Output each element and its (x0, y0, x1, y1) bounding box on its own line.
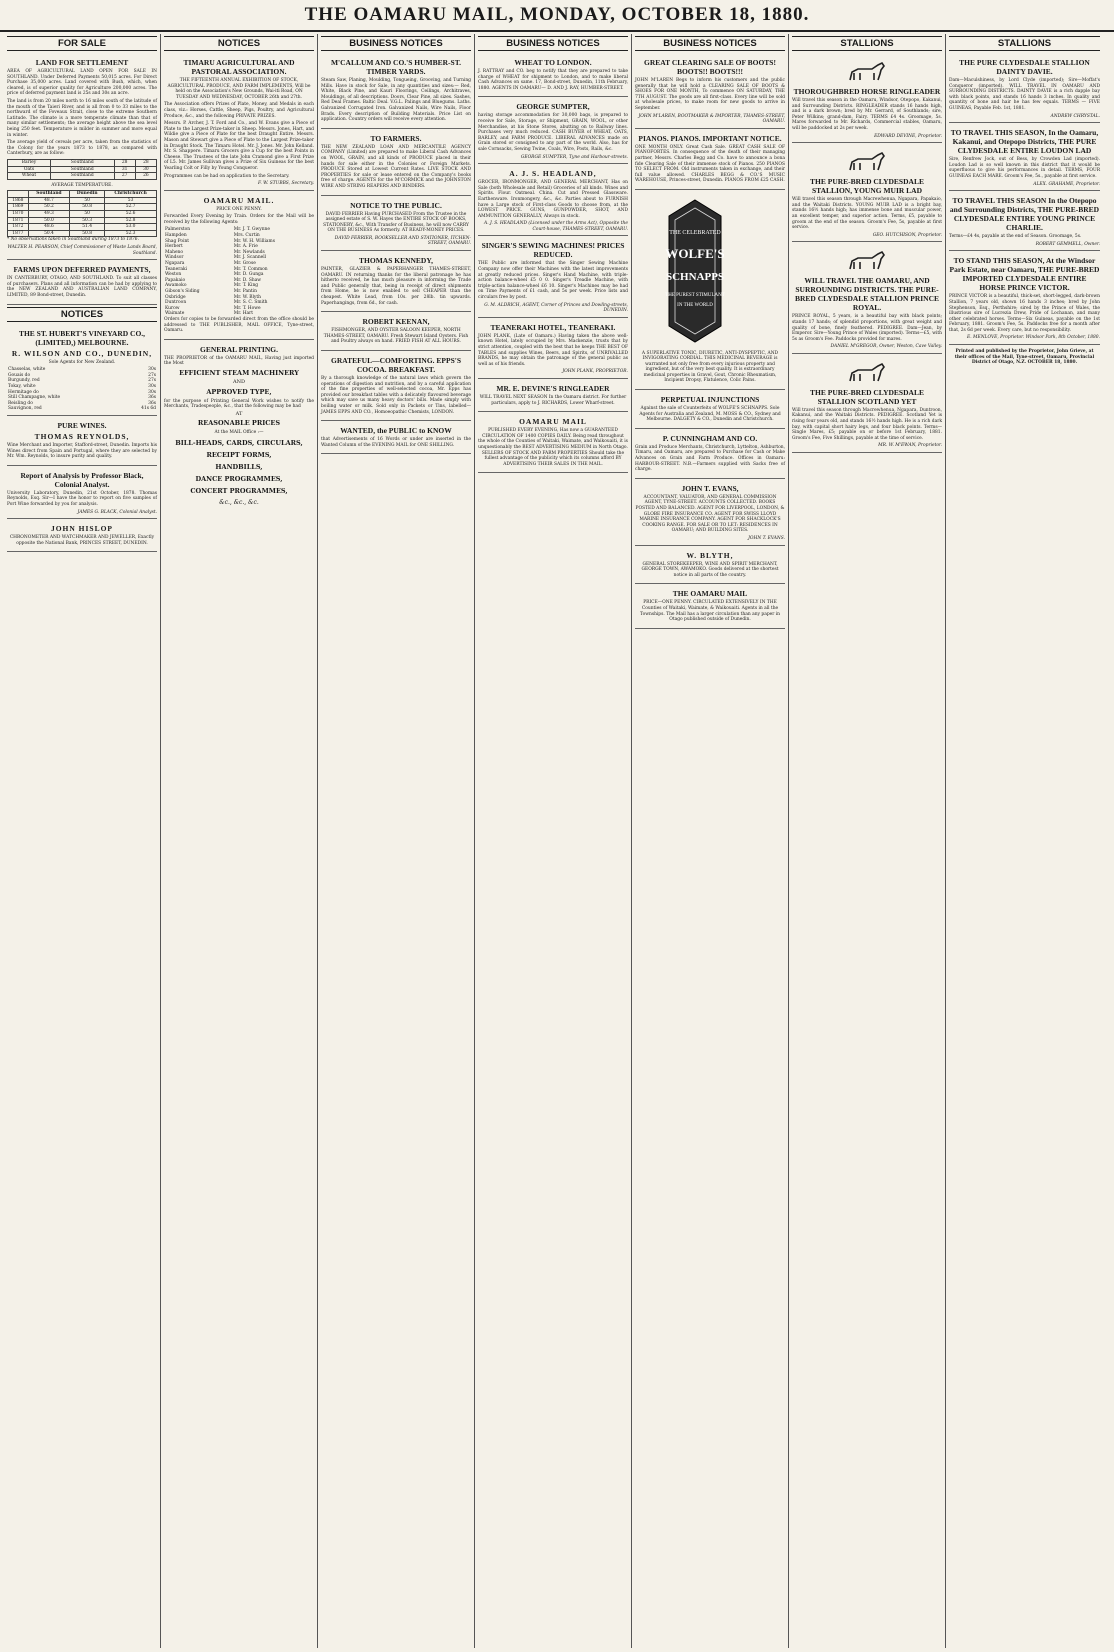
columns (4, 34, 1110, 1648)
ad-body: GENERAL STOREKEEPER, WINE AND SPIRIT MERCHANT, GEORGE TOWN, AWAMOKO. Goods delivered at the shortest notice in all parts of the country. (641, 561, 779, 578)
list-item: Reisling do 36s (8, 400, 156, 406)
ad-body: IN CANTERBURY, OTAGO, AND SOUTHLAND. To suit all classes of purchasers. Plans and all information can be had by applying to the NEW ZEALAND AND AUSTRALIAN LAND COMPANY, LIMITED, 89 Bond-street, Dunedin. (7, 276, 157, 298)
schnapps-line-2: WOLFE'S (665, 245, 725, 261)
ad-signature: A. J. S. HEADLAND (Licensed under the Arms Act), Opposite the Court-house, THAMES-STREET, OAMARU. (484, 221, 628, 232)
ad-title: TEANERAKI HOTEL, TEANERAKI. (490, 322, 616, 332)
ad-body: Grain and Produce Merchants, Christchurch, Lyttelton, Ashburton, Timaru, and Oamaru, are prepared to Purchase for Cash or Make Advances on Grain and Farm Produce. Offices in Oamaru: HARBOUR-STREET. N.B.—Farmers supplied with Sacks free of charge. (635, 444, 785, 473)
ad-signature: GEO. HUTCHISON, Proprietor. (872, 232, 942, 238)
ad-title: GREAT CLEARING SALE OF BOOTS! BOOTS!! BOOTS!!! (644, 58, 776, 76)
ad-title: JOHN HISLOP (50, 524, 114, 534)
ad-body: ONE MONTH ONLY. Great Cash Sale. GREAT CASH SALE OF PIANOFORTES. In consequence of the death of their managing partner, Messrs. Charles Begg and Co. have to announce a bona fide Clearing Sale of their immense stock of Pianos. 250 PIANOS TO SELECT FROM. Old instruments taken in exchange, and their full value allowed. CHARLES BEGG & CO.'S MUSIC WAREHOUSE, Princes-street, Dunedin. PIANOS FROM £25 CASH. (635, 144, 785, 184)
ad-signature: JOHN T. EVANS. (748, 535, 785, 541)
ad-title: GEORGE SUMPTER, (516, 102, 590, 112)
list-item: Chasselas, white 30s (8, 367, 156, 373)
list-item: Still Champagne, white 36s (8, 395, 156, 401)
ad-title: FARMS UPON DEFERRED PAYMENTS, (13, 265, 151, 275)
printing-line: At the MAIL Office :— (214, 430, 264, 436)
ad-epps-cocoa (321, 353, 471, 421)
printing-line: CONCERT PROGRAMMES, (190, 486, 288, 495)
column-stallions-2 (946, 34, 1103, 1648)
ad-stallion-dainty-davie (949, 55, 1100, 123)
ad-pure-wines (7, 418, 157, 466)
ad-title: A. J. S. HEADLAND, (509, 169, 597, 179)
ad-body: having storage accommodation for 30,000 bags, is prepared to receive for Sale, Storage, or Shipment, GRAIN, WOOL, or other Merchandise, at his Stone Stores, abutting on to Railway lines. Purchases very much reduced. CASH BUYER of WHEAT, OATS, BARLEY, and FARM PRODUCE. LIBERAL ADVANCES made on Grain stored or consigned to any part of the world. Also, has for sale Cornsacks, Sewing Twine, Coals, Wire, Posts, Rails, &c. (478, 113, 628, 152)
masthead (0, 4, 1114, 32)
ad-oamaru-mail-circulation (478, 414, 628, 473)
ad-body: PAINTER, GLAZIER & PAPERHANGER THAMES-STREET, OAMARU. IN returning thanks for the liberal patronage he has hitherto received, he has much pleasure in informing the Trade and Public generally that, being in receipt of direct shipments from Home, he is now enabled to sell CHEAPER than the cheapest. White Lead, from 10s. per 28lb. tin upwards. Paperhangings, from 6d., for cash. (321, 267, 471, 306)
ad-body: J. RATTRAY and CO. beg to notify that they are prepared to take charge of WHEAT for shipment to London, and to make liberal Cash Advances on same. 17, Bond-street, Dunedin, 11th February, 1880. AGENTS IN OAMARU— D. AND J. RAY, HUMBER-STREET. (478, 69, 628, 91)
ad-body: Will travel this season through Macrewhenua, Ngapara, Duntroon, Kakanui, and the Waitaki Districts. PEDIGREE. Scotland Yet is rising four years old, and stands 16½ hands high. He is a rich dark bay, with capital short hairy legs, and four black points. Terms—Single Mares, £5; payable on or before 1st February, 1881. Groom's Fee, Five Shillings, payable at the time of service. (792, 407, 942, 441)
column-header: FOR SALE (7, 36, 157, 51)
list-item: Oxbridge Mr. W. Blyth (165, 294, 261, 300)
ad-mcallum-timber (321, 55, 471, 129)
ad-stallion-prince-victor (949, 253, 1100, 345)
yield-table (7, 159, 157, 180)
ad-signature: JOHN M'LAREN, BOOTMAKER & IMPORTER, THAMES-STREET, OAMARU. (638, 113, 785, 125)
column-header: NOTICES (164, 36, 314, 51)
list-item: Gibson's Siding Mr. Pantin (165, 289, 257, 294)
ad-title: THE PURE CLYDESDALE STALLION DAINTY DAVIE. (959, 58, 1090, 76)
list-item: Herbert Mr. A. Frie (165, 244, 258, 250)
horse-icon (844, 60, 890, 86)
ad-teaneraki-hotel (478, 320, 628, 379)
wine-price-list (7, 367, 157, 412)
imprint (949, 347, 1100, 371)
ad-title: P. CUNNINGHAM AND CO. (662, 433, 758, 443)
ad-wilson-wines (7, 326, 157, 416)
table-row: 1871 50.0 50.3 52.8 (8, 217, 157, 224)
ad-body: Forwarded Every Evening by Train. Orders for the Mail will be received by the following Agents: (164, 214, 314, 225)
ad-body: Steam Saw, Planing, Moulding, Tongueing, Grooving, and Turning Mills. Have in stock for Sale, in any quantities and sizes:— Red, White, Black Pine, and Kauri Floorings, Ceilings, Architraves, Mouldings, of all descriptions. Doors, Clear Pine, all sizes. Sashes, Red Deal Frames. Baltic Deal. V.G.L. Palings and Bluegums. Laths. Galvanized Corrugated Iron. Galvanized Nails, Wire Nails, Floor Brads. Every description of Building Materials. Price List on application. Country orders will receive every attention. (321, 78, 471, 123)
ad-to-farmers (321, 131, 471, 196)
ad-title: THOMAS REYNOLDS, (34, 431, 130, 441)
list-item: Duntroon Mr. S. C. Smith (165, 300, 268, 306)
ad-w-blyth (635, 548, 785, 585)
ad-title: SINGER'S SEWING MACHINES! PRICES REDUCED. (481, 241, 625, 260)
ad-stallion-young-prince-charlie (949, 193, 1100, 251)
schnapps-line-5: IN THE WORLD (677, 302, 713, 308)
table-row: 1868 48.7 50 53 (8, 197, 157, 204)
ad-body: University Laboratory, Dunedin, 21st October, 1878. Thomas Reynolds, Esq. Sir—I have the honor to report on five samples of Port Wine forwarded by you for analysis. (7, 490, 157, 507)
ad-mail-price (635, 586, 785, 628)
ad-perpetual-injunctions (635, 392, 785, 429)
column-header: STALLIONS (792, 36, 942, 51)
ad-title: TIMARU AGRICULTURAL AND PASTORAL ASSOCIATION. (183, 58, 295, 76)
ad-subtitle: PRICE ONE PENNY. (216, 206, 262, 212)
ad-title: OAMARU MAIL. (203, 195, 275, 205)
ad-signature: ROBERT GEMMELL, Owner. (1035, 241, 1100, 247)
ad-cunningham (635, 431, 785, 479)
ad-signature: F. W. STUBBS, Secretary. (258, 181, 314, 187)
ad-body: WILL TRAVEL NEXT SEASON In the Oamaru district. For further particulars, apply to J. RICHARDS, Lower Wharf-street. (479, 394, 627, 406)
printing-line: BILL-HEADS, CARDS, CIRCULARS, (175, 438, 303, 447)
column-stallions-1 (789, 34, 946, 1648)
ad-body: PRINCE ROYAL, 5 years, is a beautiful bay with black points; stands 17 hands; of splendid proportions, with great weight and quality of bone, finely feathered. PEDIGREE. Dam—Jean, by Emperor. Sire—Young Prince of Wales (imported). Terms—£5, with 5s as Groom's Fee. Paddocks provided for mares. (792, 314, 942, 342)
ad-title: PURE WINES. (57, 420, 107, 430)
column-header-notices: NOTICES (7, 307, 157, 322)
ad-land-settlement (7, 55, 157, 260)
ad-body: FISHMONGER, AND OYSTER SALOON KEEPER, NORTH THAMES-STREET, OAMARU. Fresh Stewart Island Oysters. Fish and Poultry always on hand. FRIED FISH AT ALL HOURS. (323, 328, 469, 345)
ad-body: CHRONOMETER AND WATCHMAKER AND JEWELLER, Exactly opposite the National Bank, PRINCES STREET, DUNEDIN. (9, 535, 155, 546)
list-item: Teaneraki Mr. T. Common (165, 266, 268, 272)
table-row: 1869 50.2 50.8 52.7 (8, 204, 157, 211)
ad-title: TO STAND THIS SEASON, At the Windsor Park Estate, near Oamaru, THE PURE-BRED IMPORTED CLYDESDALE ENTIRE HORSE PRINCE VICTOR. (949, 256, 1100, 293)
ad-stallion-ringleader (792, 55, 942, 143)
ad-body: that Advertisements of 16 Words or under are inserted in the Wanted Column of the EVENING MAIL for ONE SHILLING. (321, 437, 471, 448)
ad-title: THE PURE-BRED CLYDESDALE STALLION, YOUNG MUIR LAD (810, 177, 924, 196)
ad-body: THE Public are informed that the Singer Sewing Machine Company now offer their Machines with the latest improvements at greatly reduced prices. Singer's Hand Machine, with triple-action balance-wheel £5 0 0. Singer's Treadle Machine, with triple-action balance-wheel £6 10. Singer's Machines may be had on Time Payments of £1 cash, and 5s per week. Price lists and circulars free by post. (478, 261, 628, 301)
temperature-table: Southland Dunedin Christchurch 1868 48.7 50 53 1869 50.2 50.8 52.7 1870 49.3 50 52.6 1871 50.0 50.3 52.8 1872 48.6 51.4 53.0 1877 50.4 50.8 52.3 (7, 190, 157, 237)
column-business-notices-3 (632, 34, 789, 1648)
list-item: Gouais do 27s (8, 372, 156, 378)
list-item: Hampden Mrs. Curtin (165, 233, 260, 239)
ad-body: By a thorough knowledge of the natural laws which govern the operations of digestion and nutrition, and by a careful application of the fine properties of well-selected cocoa, Mr. Epps has provided our breakfast tables with a delicately flavoured beverage which may save us many heavy doctors' bills. Made simply with boiling water or milk. Sold only in Packets or Tins, labelled— JAMES EPPS AND CO., Homoeopathic Chemists, LONDON. (321, 376, 471, 415)
ad-signature: MR. W. M'EWAN, Proprietor. (878, 443, 942, 449)
schnapps-line-3: SCHNAPPS (665, 270, 725, 283)
ad-title: WANTED, the PUBLIC to KNOW (340, 426, 452, 436)
ad-body: THE PROPRIETOR of the OAMARU MAIL, Having just imported the Most (164, 355, 314, 367)
printing-line: APPROVED TYPE, (206, 387, 272, 396)
ad-title: PERPETUAL INJUNCTIONS (660, 395, 760, 405)
ad-signature: ALEX. GRAHAME, Proprietor. (1033, 181, 1100, 187)
ad-robert-keenan (321, 314, 471, 351)
ad-wolfes-schnapps (635, 192, 785, 390)
ad-title: MR. E. DEVINE'S RINGLEADER (496, 383, 610, 393)
schnapps-bottle-icon (635, 196, 755, 346)
ad-body: Will travel this season through Macrewhenua, Ngapara, Papakaio, and the Waitaki Districts. YOUNG MUIR LAD is a bright bay, stands 16½ hands high; has immense bone and muscular power, an excellent temper, and superior action. Terms, £5, payable to groom at the end of the season. Groom's Fee, 5s, payable at first service. (792, 197, 942, 231)
ad-body: Dam—Maculshiness, by Lord Clyde (imported); Sire—Moffat's Conqueror (imported). WILL TRAVEL IN OAMARU AND SURROUNDING DISTRICTS. DAINTY DAVIE is a rich dapple bay with black points, and stands 16 hands 3 inches. In quality and quantity of bone and hair he has few equals. TERMS — FIVE GUINEAS, Payable Feb. 1st, 1881. (949, 78, 1100, 111)
ad-body: PRINCE VICTOR is a beautiful, thick-set, short-legged, dark-brown Stallion, 7 years old, shown 16 hands 3 inches; bred by John Stephenson, Esq., Perthshire; sired by the Prince of Wales, the illustrious sire of Lucrezia Drew, Pride of Lochanan, and many other celebrated horses. Terms—Six Guineas, payable on the 1st February, 1881. Groom's Fee, 5s. Paddocks free for a month after that, 2s 6d per week. Every care, but no responsibility. (949, 294, 1100, 333)
ad-body: Wine Merchant and Importer, Stafford-street, Dunedin. Imports his Wines direct from Spain and Portugal, where they are selected by Mr. Wm. Reynolds, to insure purity and quality. (7, 442, 157, 460)
ad-timaru-show (164, 55, 314, 191)
ad-title: Report of Analysis by Professor Black, Colonial Analyst. (20, 470, 144, 489)
ad-analysis (7, 468, 157, 519)
column-header: STALLIONS (949, 36, 1100, 51)
ad-signature: DANIEL M'GREGOR, Owner, Weston, Cave Valley. (830, 344, 942, 350)
table-row: Barley Southland 28 28 (8, 159, 157, 166)
column-business-notices-2 (475, 34, 632, 1648)
ad-signature: GEORGE SUMPTER, Tyne and Harbour-streets. (520, 154, 628, 160)
ad-body: ACCOUNTANT, VALUATOR, AND GENERAL COMMISSION AGENT, TYNE-STREET. ACCOUNTS COLLECTED. BOOKS POSTED AND BALANCED. AGENT FOR LIVERPOOL, LONDON, & GLOBE FIRE INSURANCE CO. AGENT FOR SWISS LLOYD MARINE INSURANCE COMPANY. AGENT FOR SHACKLOCK'S COOKING RANGE. FOR SALE OR TO LET: RESIDENCES IN OAMARU; AND BUILDING SITES. (635, 494, 785, 534)
ad-title: ROBERT KEENAN, (362, 317, 430, 327)
ad-thomas-kennedy (321, 253, 471, 312)
temps-note: * No observations taken in Southland during 1873 to 1876. (7, 237, 139, 243)
ad-signature: JAMES G. BLACK, Colonial Analyst. (77, 509, 157, 515)
ad-body: THE NEW ZEALAND LOAN AND MERCANTILE AGENCY COMPANY (Limited) are prepared to make Liberal Cash Advances on WOOL, GRAIN, and all kinds of PRODUCE placed in their hands for sale either in the Colonies or Foreign Markets. PRODUCE Stored at Lowest Current Rates. LIVE STOCK AND PROPERTIES for sale or lease entered on the Company's books free of charge. AGENTS for the M'CORMICK and the JOHNSTON WIRE AND STRING REAPERS AND BINDERS. (321, 144, 471, 189)
ad-body: Programmes can be had on application to the Secretary. (164, 173, 290, 179)
horse-icon (844, 361, 890, 387)
schnapps-line-4: THE PUREST STIMULANT (665, 292, 725, 298)
ad-title: LAND FOR SETTLEMENT (35, 58, 129, 67)
ad-title: THE PURE-BRED CLYDESDALE STALLION SCOTLAND YET (810, 387, 924, 406)
list-item: Tokay, white 30s (8, 383, 156, 389)
ad-george-sumpter (478, 99, 628, 164)
ad-ringleader-short (478, 381, 628, 412)
list-item: Windsor Mr. J. Scannell (165, 255, 267, 261)
list-item: Waimate Mr. Hart (165, 311, 254, 317)
ad-body: Against the sale of Counterfeits of WOLFE'S SCHNAPPS. Sole Agents for Australia and Zealand, M. MOSS & CO., Sydney and Melbourne. DALGETY & CO., Dunedin and Christchurch. (639, 406, 781, 423)
list-item: Hermitage do 30s (8, 389, 156, 395)
ad-wheat-to-london (478, 55, 628, 97)
ad-title: THE OAMARU MAIL (672, 589, 748, 599)
ad-stallion-young-muir-lad (792, 145, 942, 242)
list-item: Maheno Mr. Newlands (165, 249, 265, 255)
agents-list (164, 227, 314, 317)
ad-stallion-loudon-lad (949, 125, 1100, 191)
column-header: BUSINESS NOTICES (321, 36, 471, 51)
ad-body: Will travel this season in the Oamaru, Windsor, Otepopo, Kakanui, and Surrounding Districts. RINGLEADER stands 16 hands high, and is a dark brown; bred by Mr. Gerrard, of Southlands; sire, Peter Wilkins; grand-dam, Fairy. TERMS £4 4s. Groomage, 5s. Mares forwarded to Mr. Richards, Commercial stables, Oamaru, will be paddocked at 2s per week. (792, 98, 942, 131)
ad-title: THE ST. HUBERT'S VINEYARD CO., (LIMITED,) MELBOURNE. (18, 328, 146, 347)
ad-title: M'CALLUM AND CO.'S HUMBER-ST. TIMBER YARDS. (330, 58, 462, 76)
temps-heading: AVERAGE TEMPERATURE. (51, 182, 113, 188)
printing-line: RECEIPT FORMS, (206, 450, 272, 459)
ad-title: TO TRAVEL THIS SEASON In the Otepopo and Surrounding Districts, THE PURE-BRED CLYDESDALE ENTIRE YOUNG PRINCE CHARLIE. (949, 196, 1100, 233)
ad-david-ferrier (321, 198, 471, 252)
ad-wanted (321, 423, 471, 454)
list-item: Shag Point Mr. W. H. Williams (165, 238, 275, 244)
ad-title: OAMARU MAIL (519, 417, 587, 427)
ad-title: THOMAS KENNEDY, (359, 256, 433, 266)
ad-body: Sire, Renfrew Jock, out of Bess, by Crowden Lad (imported). Loudon Lad is so well known in this district that it would be superfluous to give his performances in detail. TERMS, FOUR GUINEAS EACH MARE. Groom's Fee, 5s., payable at first service. (949, 157, 1100, 179)
ad-john-evans (635, 481, 785, 546)
ad-body: The land is from 20 miles north to 16 miles south of the latitude of the mouth of the Taieri River, and is all from 0 to 33 miles to the northward of the Foveaux Strait, close to the extreme Southern Latitude. The climate is a more temperate climate than that of many similar settlements; the average height above the sea level being 250 feet. Temperature is milder in summer and more equal in winter. (7, 98, 157, 138)
ad-body: Orders for copies to be forwarded direct from the office should be addressed to THE PUBLISHER, MAIL OFFICE, Tyne-street, Oamaru. (164, 316, 314, 334)
ad-body: Sole Agents for New Zealand. (48, 359, 116, 365)
ad-headland (478, 166, 628, 236)
ad-title: THOROUGHBRED HORSE RINGLEADER (793, 87, 941, 96)
schnapps-line-1: THE CELEBRATED (669, 229, 721, 236)
ad-farms (7, 262, 157, 304)
column-header: BUSINESS NOTICES (635, 36, 785, 51)
printing-line: &c., &c., &c. (219, 498, 259, 506)
printing-line: REASONABLE PRICES (197, 419, 281, 428)
ad-hislop (7, 521, 157, 552)
ad-title: GENERAL PRINTING. (200, 344, 278, 354)
table-row: Wheat Southland 27 26 (8, 173, 157, 180)
column-for-sale (4, 34, 161, 1648)
ad-title: W. BLYTH, (686, 550, 734, 560)
ad-title: WILL TRAVEL THE OAMARU, AND SURROUNDING DISTRICTS. THE PURE-BRED CLYDESDALE STALLION PRINCE ROYAL. (795, 276, 939, 313)
horse-icon (844, 150, 890, 176)
table-row: 1877 50.4 50.8 52.3 (8, 230, 157, 237)
printing-line: AT (235, 410, 243, 417)
ad-title: TO FARMERS. (370, 133, 422, 143)
list-item: Ngapara Mr. Grose (165, 261, 256, 267)
masthead-title: THE OAMARU MAIL, MONDAY, OCTOBER 18, 1880. (304, 4, 810, 25)
imprint-text: Printed and published by the Proprietor, John Grieve, at their offices of the Mail, Tyne-street, Oamaru, Provincial District of Otago, N.Z. OCTOBER 18, 1880. (954, 349, 1095, 366)
ad-title: NOTICE TO THE PUBLIC. (350, 200, 442, 210)
table-row: 1870 49.3 50 52.6 (8, 211, 157, 218)
column-notices (161, 34, 318, 1648)
list-item: Burgundy, red 27s (8, 378, 156, 384)
ad-body: GROCER, IRONMONGER, AND GENERAL MERCHANT, Has on Sale (both Wholesale and Retail) Groceries of all kinds. Wines and Spirits. Flour. Oatmeal. China. Cut and Pressed Glassware. Earthenware. Ironmongery, &c., &c. Parties about to FURNISH have a Large stock of First-class Goods to choose from, at the LOWEST PRICE. GUNS, GUNPOWDER, SHOT, AND AMMUNITION GENERALLY, Always in stock. (478, 180, 628, 219)
ad-clearing-sale (635, 55, 785, 129)
ad-pianos (635, 131, 785, 190)
column-header: BUSINESS NOTICES (478, 36, 628, 51)
ad-title: JOHN T. EVANS, (681, 483, 739, 493)
ad-body: JOHN PLANK, (Late of Oamaru.) Having taken the above well-known Hotel, lately occupied by Mrs. Mackenzie, trusts that by strict attention, coupled with the best that he keeps THE BEST OF TABLES and supplies Wines, Beers, and Spirits, of UNRIVALLED BRANDS, he may obtain the patronage of the general public as well as of his friends. (478, 333, 628, 367)
printing-line: AND (233, 378, 245, 385)
printing-line: for the purpose of Printing General Work wishes to notify the Merchants, Tradespeople, &c., that the following may be had (164, 398, 314, 410)
list-item: Weston Mr. D. Gunga (165, 272, 264, 278)
ad-title: WHEAT TO LONDON. (514, 58, 592, 67)
ad-oamaru-mail-agents (164, 193, 314, 340)
ad-title: PIANOS. PIANOS. IMPORTANT NOTICE. (638, 133, 782, 143)
ad-body: Messrs. P. Archer, J. T. Ford and Co., and W. Evans give a Piece of Plate to the Largest Prize-taker in Sheep. Messrs. Jones, Hart, and Wildie give a Piece of Plate for the best Draught Entire. Messrs. Mason and Stewart give a Piece of Plate to the Largest Prize-taker in Draught Stock. The Timaru Hotel. Mr. J. Jones. Mr. John Kelland. Mr. S. Shappere. Timaru Grocers give a Cup for the best Points in Cheese. The Trustees of the late John Cramond give a First Prize of L5. Mr. James Sullivan gives a Prize of Six Guineas for the best Yearling Colt or Filly by Young Conqueror. (164, 121, 314, 171)
list-item: Papakaio Mr. D. Shaw (165, 277, 262, 283)
ad-title: TO TRAVEL THIS SEASON, In the Oamaru, Kakanui, and Otepopo Districts, THE PURE CLYDESDALE ENTIRE LOUDON LAD (950, 128, 1099, 156)
printing-line: EFFICIENT STEAM MACHINERY (179, 368, 299, 377)
ad-signature: WALTER H. PEARSON, Chief Commissioner of Waste Lands Board, Southland. (7, 245, 157, 256)
ad-body: AREA OF AGRICULTURAL LAND OPEN FOR SALE IN SOUTHLAND. Under Deferred Payments 50,015 acres. For Direct Purchase 35,000 acres. Land covered with Bush, which, when cleared, is of superior quality for Agriculture 200,000 acres. The price of deferred payment land is 25s and 30s an acre. (7, 69, 157, 97)
ad-stallion-prince-royal (792, 244, 942, 354)
list-item: Sauvignon, red 41s 6d (8, 406, 156, 412)
printing-line: DANCE PROGRAMMES, (195, 474, 283, 483)
column-business-notices-1 (318, 34, 475, 1648)
ad-body: JOHN M'LAREN Begs to inform his customers and the public generally that he will hold a CLEARING SALE OF BOOTS & SHOES FOR ONE MONTH, To commence ON SATURDAY, THE 7TH AUGUST. The goods are all first-class. Every line will be sold at wholesale prices, to make room for new goods to arrive in September. (635, 78, 785, 111)
ad-stallion-scotland-yet (792, 356, 942, 453)
ad-signature: DAVID FERRIER, BOOKSELLER AND STATIONER, ITCHEN-STREET, OAMARU. (334, 235, 471, 247)
printing-line: HANDBILLS, (215, 462, 263, 471)
ad-body: DAVID FERRIER Having PURCHASED From the Trustee in the assigned estate of S. W. Hayes the ENTIRE STOCK OF BOOKS, STATIONERY, &c., With Transfer of Business, he will now CARRY ON THE BUSINESS As formerly. AT READY-MONEY PRICES. (323, 211, 469, 234)
table-row: 1872 48.6 51.4 53.0 (8, 224, 157, 231)
ad-body: Terms—£4 4s, payable at the end of Season. Groomage, 5s. (949, 234, 1082, 240)
ad-signature: E. MENLOVE, Proprietor. Windsor Park, 8th October, 1880. (967, 335, 1100, 341)
ad-signature: ANDREW CHRYSTAL. (1050, 113, 1100, 119)
table-row: Oats Southland 31 30 (8, 166, 157, 173)
ad-signature: G. M. ALDRICH, AGENT, Corner of Princes and Dowling-streets, DUNEDIN. (484, 302, 628, 314)
horse-icon (844, 249, 890, 275)
ad-body: The average yield of cereals per acre, taken from the statistics of the Colony for the years 1873 to 1878, as compared with Canterbury, are as follow: (7, 140, 157, 157)
ad-body: PRICE—ONE PENNY. CIRCULATED EXTENSIVELY IN THE Counties of Waitaki, Waimate, & Waikouaiti. Agents in all the Townships. The Mail has a larger circulation than any paper in Otago published outside of Dunedin. (640, 600, 780, 623)
list-item: Awamoko Mr. T. King (165, 283, 259, 289)
ad-title: R. WILSON AND CO., DUNEDIN, (11, 348, 153, 358)
ad-singer (478, 238, 628, 317)
ad-body: The Association offers Prizes of Plate, Money, and Medals in each class, viz.: Horses, Cattle, Sheep, Pigs, Poultry, and Agricultural Produce, &c., and the following PRIVATE PRIZES. (164, 102, 314, 119)
list-item: Palmerston Mr. J. T. Gwynne (165, 227, 270, 233)
ad-body: PUBLISHED EVERY EVENING, Has now a GUARANTEED CIRCULATION OF 1400 COPIES DAILY. Being read throughout the whole of the Counties of Waitaki, Waimate, and Waikouaiti, it is unquestionably the BEST ADVERTISING MEDIUM in North Otago. SELLERS OF STOCK AND FARM PROPERTIES Should take the fullest advantage of the publicity which its columns afford BY ADVERTISING THEIR SALES IN THE MAIL. (478, 428, 628, 467)
ad-signature: JOHN PLANK, PROPRIETOR. (562, 369, 628, 375)
ad-general-printing (164, 342, 314, 512)
ad-signature: EDWARD DEVINE, Proprietor. (874, 133, 942, 139)
ad-body: A SUPERLATIVE TONIC, DIURETIC, ANTI-DYSPEPTIC, AND INVIGORATING CORDIAL. THIS MEDICINAL BEVERAGE is warranted not only free from every injurious property and ingredient, but of the very best quality. It is extraordinary medicinal properties in Gravel, Gout, Chronic Rheumatism, Incipient Dropsy, Flatulence, Colic Pains. (641, 350, 779, 384)
list-item: Kurow Mr. T. Howe (165, 305, 261, 311)
ad-title: GRATEFUL—COMFORTING. EPPS'S COCOA. BREAKFAST. (330, 356, 462, 374)
ad-body: THE FIFTEENTH ANNUAL EXHIBITION OF STOCK, AGRICULTURAL PRODUCE, AND FARM IMPLEMENTS, Will be held on the Association's New Grounds, Wai-iti Road, ON TUESDAY AND WEDNESDAY, OCTOBER 26th and 27th. (167, 78, 311, 100)
